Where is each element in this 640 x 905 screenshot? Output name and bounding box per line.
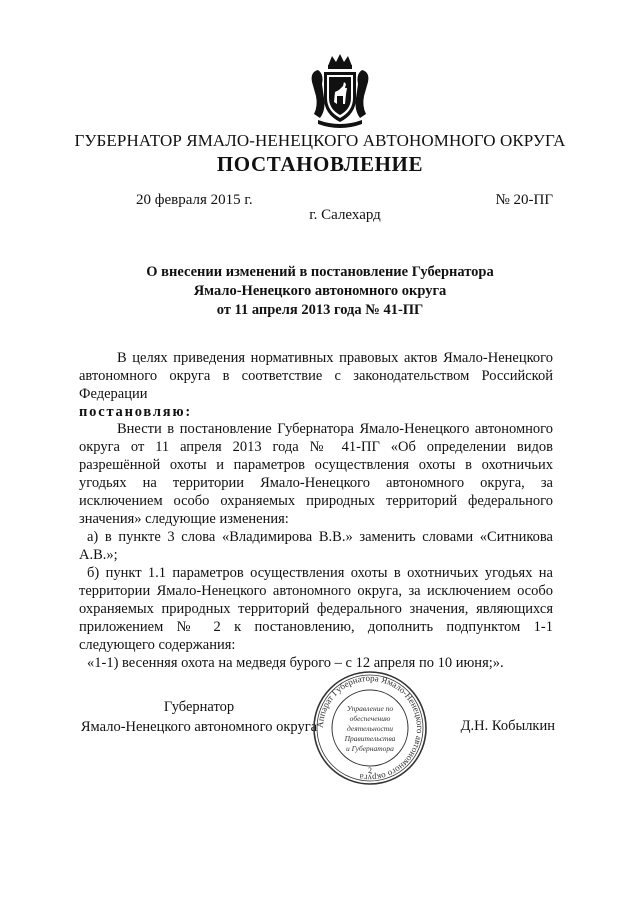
- signatory-name: Д.Н. Кобылкин: [460, 718, 555, 734]
- paragraph-main: Внести в постановление Губернатора Ямало-Ненецкого автономного округа от 11 апреля 2013 года № 41-ПГ «Об определении видов разрешённой охоты и параметров осуществления охоты в охотничьих угодьях на территории Ямало-Ненецкого автономного округа, за исключением особо охраняемых природных территорий федерального значения» следующие изменения:: [79, 421, 553, 527]
- item-a: а) в пункте 3 слова «Владимирова В.В.» заменить словами «Ситникова А.В.»;: [79, 529, 553, 563]
- document-title: [0, 263, 640, 320]
- signatory-title: [79, 697, 319, 737]
- signatory-title-line-1: Губернатор: [163, 699, 235, 715]
- title-line-2: Ямало-Ненецкого автономного округа: [193, 283, 447, 299]
- official-stamp: [311, 669, 429, 787]
- title-line-3: от 11 апреля 2013 года № 41-ПГ: [216, 302, 424, 318]
- decree-word: постановляю:: [79, 404, 192, 420]
- preamble-text: В целях приведения нормативных правовых актов Ямало-Ненецкого автономного округа в соответствие с законодательством Российской Федерации: [79, 350, 553, 402]
- stamp-line-3: деятельности: [347, 724, 393, 733]
- decree-body: [79, 420, 553, 672]
- coat-of-arms-emblem: [308, 52, 372, 128]
- document-number: № 20-ПГ: [495, 192, 553, 208]
- issue-place: г. Салехард: [309, 207, 381, 223]
- issuing-authority: ГУБЕРНАТОР ЯМАЛО-НЕНЕЦКОГО АВТОНОМНОГО ОКРУГА: [74, 131, 566, 150]
- document-date: 20 февраля 2015 г.: [136, 192, 253, 208]
- stamp-line-5: и Губернатора: [346, 744, 394, 753]
- item-b: б) пункт 1.1 параметров осуществления охоты в охотничьих угодьях на территории Ямало-Ненецкого автономного округа, за исключением особо охраняемых природных территорий федерального значения, являющихся приложением № 2 к постановлению, дополнить подпунктом 1-1 следующего содержания:: [79, 565, 553, 653]
- stamp-line-2: обеспечению: [349, 714, 391, 723]
- preamble: [79, 349, 553, 421]
- title-line-1: О внесении изменений в постановление Губернатора: [146, 264, 494, 280]
- document-type-heading: ПОСТАНОВЛЕНИЕ: [216, 152, 424, 176]
- stamp-line-1: Управление по: [346, 704, 394, 713]
- stamp-line-4: Правительства: [344, 734, 396, 743]
- stamp-number: 2: [368, 766, 372, 775]
- amendment-quote: «1-1) весенняя охота на медведя бурого – с 12 апреля по 10 июня;».: [87, 655, 504, 671]
- signatory-title-line-2: Ямало-Ненецкого автономного округа: [80, 719, 318, 735]
- stamp-ring-text: Аппарат Губернатора Ямало-Ненецкого автономного округа: [314, 672, 426, 784]
